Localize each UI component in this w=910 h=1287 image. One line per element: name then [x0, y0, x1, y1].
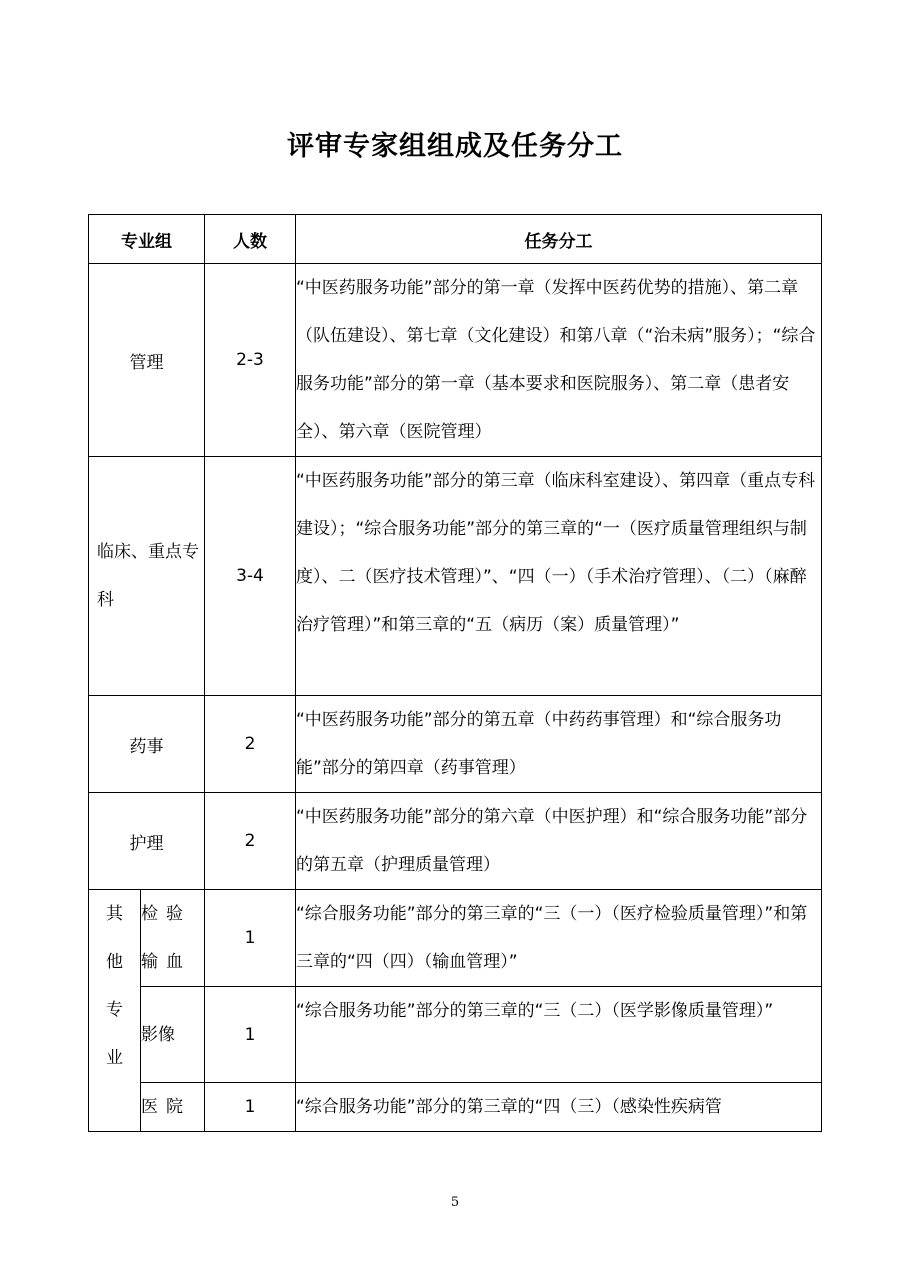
table-row	[89, 793, 822, 890]
count-cell: 2	[205, 696, 296, 793]
table-row	[89, 457, 822, 696]
count-cell: 2	[205, 793, 296, 890]
count-cell: 1	[205, 1083, 296, 1132]
group-cell: 药事	[89, 696, 205, 793]
subgroup-cell: 医院	[141, 1083, 205, 1132]
table-header-row	[89, 215, 822, 264]
task-cell: “中医药服务功能”部分的第三章（临床科室建设）、第四章（重点专科建设）；“综合服务功能”部分的第三章的“一（医疗质量管理组织与制度）、二（医疗技术管理）”、“四（一）（手术治疗管理）、（二）（麻醉治疗管理）”和第三章的“五（病历（案）质量管理）”	[296, 457, 822, 696]
header-task: 任务分工	[296, 215, 822, 264]
header-group: 专业组	[89, 215, 205, 264]
task-assignment-table	[88, 214, 822, 1132]
table-row	[89, 264, 822, 457]
task-cell: “综合服务功能”部分的第三章的“三（一）（医疗检验质量管理）”和第三章的“四（四）（输血管理）”	[296, 890, 822, 987]
task-cell: “综合服务功能”部分的第三章的“四（三）（感染性疾病管	[296, 1083, 822, 1132]
group-cell: 管理	[89, 264, 205, 457]
count-cell: 1	[205, 890, 296, 987]
table-row	[89, 890, 822, 987]
header-count: 人数	[205, 215, 296, 264]
subgroup-cell: 检验输血	[141, 890, 205, 987]
task-cell: “中医药服务功能”部分的第一章（发挥中医药优势的措施）、第二章（队伍建设）、第七章（文化建设）和第八章（“治未病”服务）；“综合服务功能”部分的第一章（基本要求和医院服务）、第二章（患者安全）、第六章（医院管理）	[296, 264, 822, 457]
subgroup-cell: 影像	[141, 987, 205, 1083]
count-cell: 2-3	[205, 264, 296, 457]
count-cell: 3-4	[205, 457, 296, 696]
page-title: 评审专家组组成及任务分工	[287, 131, 623, 162]
count-cell: 1	[205, 987, 296, 1083]
group-cell: 护理	[89, 793, 205, 890]
task-cell: “中医药服务功能”部分的第六章（中医护理）和“综合服务功能”部分的第五章（护理质量管理）	[296, 793, 822, 890]
table-row	[89, 987, 822, 1083]
task-cell: “中医药服务功能”部分的第五章（中药药事管理）和“综合服务功能”部分的第四章（药事管理）	[296, 696, 822, 793]
table-row	[89, 1083, 822, 1132]
task-cell: “综合服务功能”部分的第三章的“三（二）（医学影像质量管理）”	[296, 987, 822, 1083]
page-number: 5	[450, 1195, 460, 1210]
table-row	[89, 696, 822, 793]
other-group-cell: 其他专业	[89, 890, 141, 1132]
group-cell: 临床、重点专科	[89, 457, 205, 696]
